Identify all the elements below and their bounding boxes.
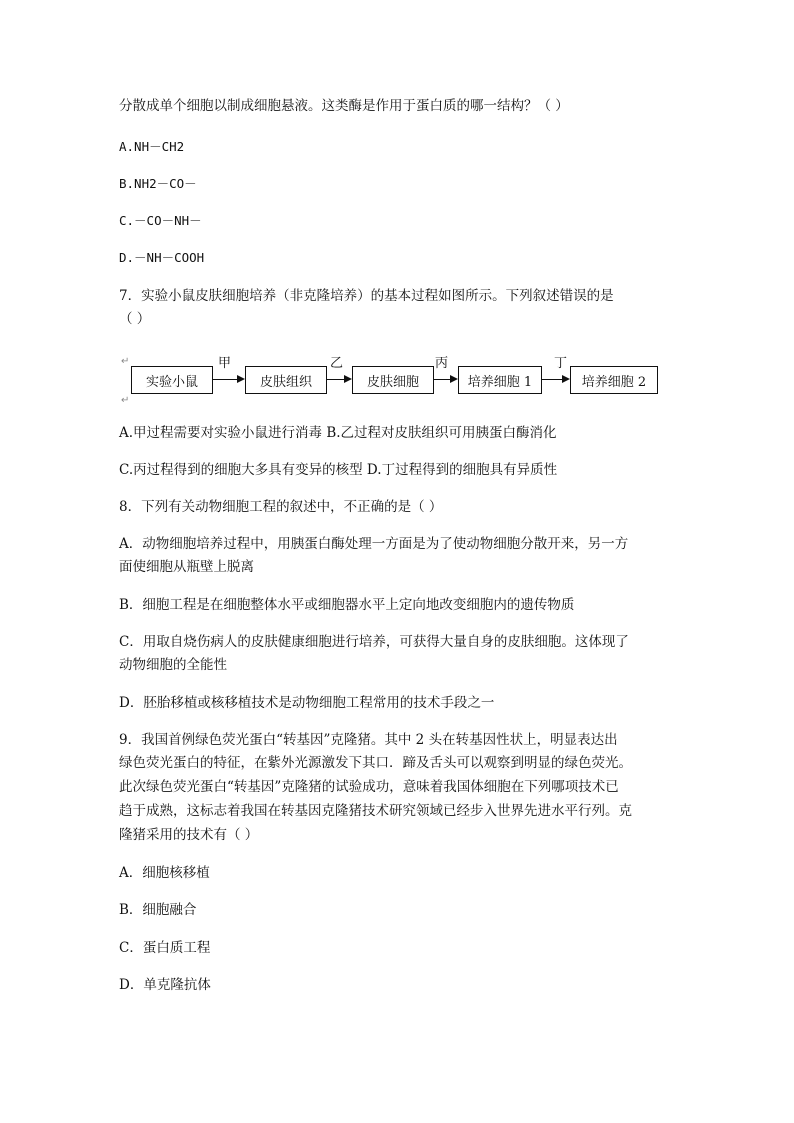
q9-stem-line: 此次绿色荧光蛋白“转基因”克隆猪的试验成功，意味着我国体细胞在下列哪项技术已 — [119, 779, 619, 795]
q8-option-c: C．用取自烧伤病人的皮肤健康细胞进行培养，可获得大量自身的皮肤细胞。这体现了 — [119, 634, 629, 650]
q8-option-b: B．细胞工程是在细胞整体水平或细胞器水平上定向地改变细胞内的遗传物质 — [119, 597, 575, 613]
q7-options-row1: A.甲过程需要对实验小鼠进行消毒 B.乙过程对皮肤组织可用胰蛋白酶消化 — [119, 425, 557, 441]
flow-box-mouse: 实验小鼠 — [131, 366, 213, 394]
flow-step-label: 乙 — [330, 356, 344, 371]
arrow-head-icon — [344, 375, 352, 383]
arrow-head-icon — [562, 375, 570, 383]
flow-step-label: 丙 — [435, 356, 449, 371]
q6-option-b: B.NH2－CO－ — [119, 176, 197, 191]
q8-option-c-cont: 动物细胞的全能性 — [119, 657, 227, 673]
q8-option-a-cont: 面使细胞从瓶壁上脱离 — [119, 559, 254, 575]
q9-stem-line: 绿色荧光蛋白的特征，在紫外光源激发下其口．蹄及舌头可以观察到明显的绿色荧光。 — [119, 755, 632, 771]
q8-stem: 8．下列有关动物细胞工程的叙述中，不正确的是（ ） — [119, 499, 443, 515]
flow-arrow — [542, 379, 562, 380]
q7-options-row2: C.丙过程得到的细胞大多具有变异的核型 D.丁过程得到的细胞具有异质性 — [119, 462, 558, 478]
arrow-head-icon — [237, 375, 245, 383]
q8-option-a: A．动物细胞培养过程中，用胰蛋白酶处理一方面是为了使动物细胞分散开来，另一方 — [119, 536, 629, 552]
flow-box-culture-1: 培养细胞 1 — [458, 366, 542, 394]
paragraph-mark: ↵ — [121, 356, 130, 367]
q9-option-c: C．蛋白质工程 — [119, 940, 211, 956]
flow-arrow — [434, 379, 450, 380]
q8-option-d: D．胚胎移植或核移植技术是动物细胞工程常用的技术手段之一 — [119, 695, 495, 711]
flow-step-label: 丁 — [554, 356, 568, 371]
flow-box-culture-2: 培养细胞 2 — [570, 366, 658, 394]
q7-stem-bracket: （ ） — [119, 311, 151, 327]
q6-stem: 分散成单个细胞以制成细胞悬液。这类酶是作用于蛋白质的哪一结构？（ ） — [119, 98, 569, 114]
q9-option-d: D．单克隆抗体 — [119, 977, 211, 993]
q9-stem-line: 趋于成熟，这标志着我国在转基因克隆猪技术研究领域已经步入世界先进水平行列。克 — [119, 803, 632, 819]
flow-step-label: 甲 — [218, 356, 232, 371]
q9-option-b: B．细胞融合 — [119, 902, 197, 918]
flow-arrow — [213, 379, 237, 380]
arrow-head-icon — [450, 375, 458, 383]
flow-box-skin-tissue: 皮肤组织 — [245, 366, 327, 394]
q6-option-d: D.－NH－COOH — [119, 250, 205, 265]
paragraph-mark: ↵ — [121, 395, 130, 406]
q6-option-c: C.－CO－NH－ — [119, 213, 202, 228]
q9-option-a: A．细胞核移植 — [119, 865, 210, 881]
q6-option-a: A.NH－CH2 — [119, 139, 185, 154]
q7-stem: 7．实验小鼠皮肤细胞培养（非克隆培养）的基本过程如图所示。下列叙述错误的是 — [119, 288, 614, 304]
q9-stem-line: 9．我国首例绿色荧光蛋白“转基因”克隆猪。其中 2 头在转基因性状上，明显表达出 — [119, 732, 618, 748]
flow-box-skin-cells: 皮肤细胞 — [352, 366, 434, 394]
q9-stem-line: 隆猪采用的技术有（ ） — [119, 827, 259, 843]
flow-arrow — [327, 379, 344, 380]
